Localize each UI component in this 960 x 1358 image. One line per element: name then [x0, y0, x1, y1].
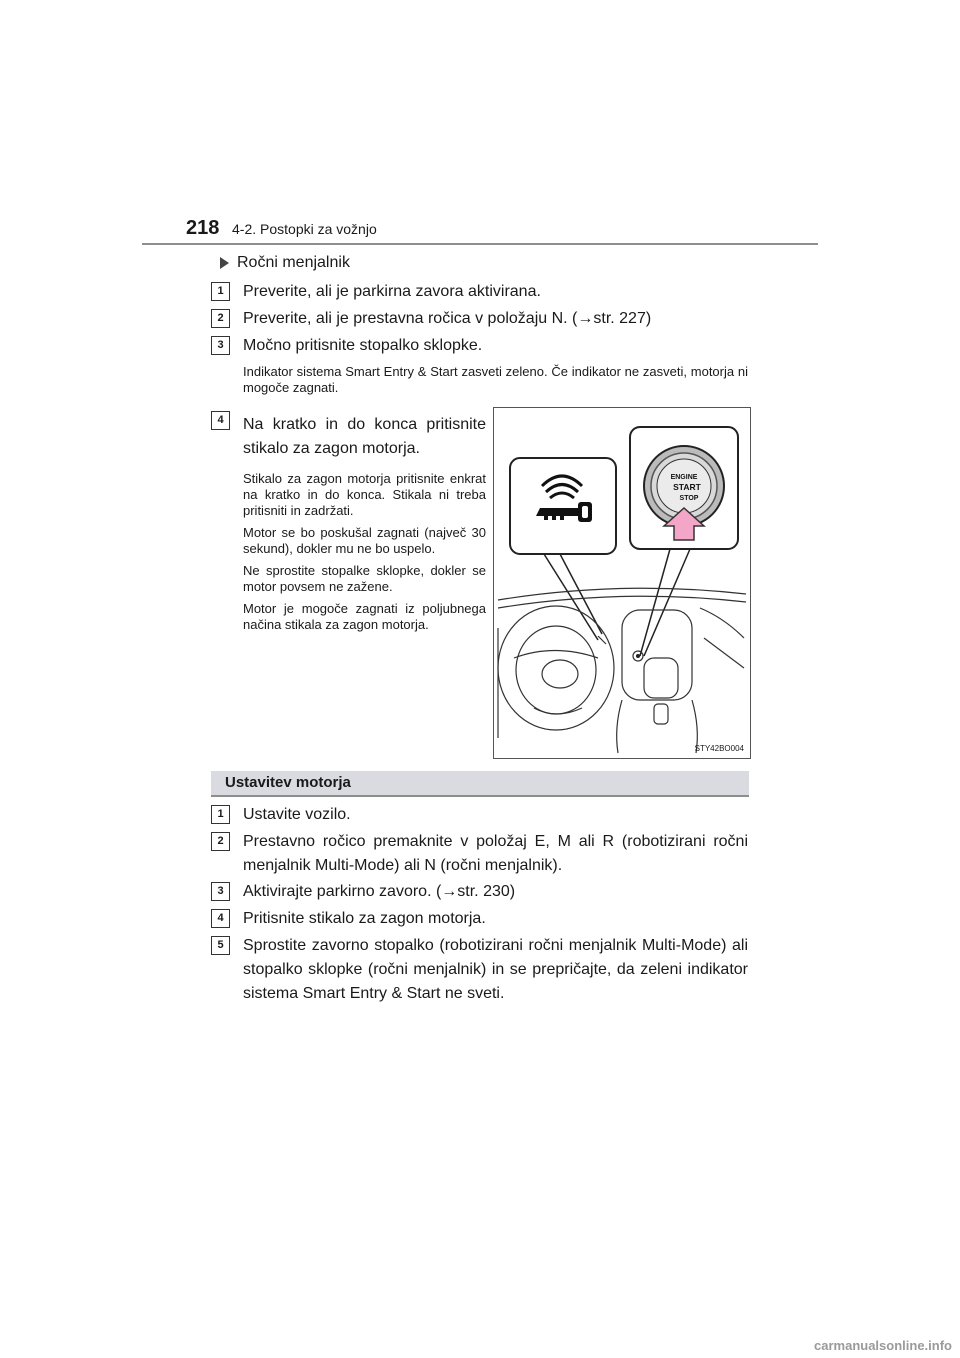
step-text: Prestavno ročico premaknite v položaj E, M ali R (robotizirani ročni menjalnik Multi-Mode) ali N (ročni menjalnik). [243, 833, 748, 874]
step-text: Pritisnite stikalo za zagon motorja. [243, 910, 486, 927]
step-note: Indikator sistema Smart Entry & Start zasveti zeleno. Če indikator ne zasveti, motorja ni mogoče zagnati. [243, 364, 748, 395]
step-number: 2 [211, 309, 230, 328]
section-heading-bar [211, 771, 749, 797]
step-text: Aktivirajte parkirno zavoro. (→str. 230) [243, 883, 516, 900]
step-number: 3 [211, 336, 230, 355]
header-rule [142, 243, 818, 245]
step-number: 1 [211, 282, 230, 301]
step-number: 4 [211, 909, 230, 928]
triangle-bullet-icon [220, 257, 229, 269]
callout-leader-lines [544, 549, 690, 656]
step-text: Preverite, ali je prestavna ročica v položaju N. (→str. 227) [243, 310, 652, 327]
step4-column [243, 413, 486, 633]
engine-start-illustration [493, 407, 751, 759]
section-heading: Ustavitev motorja [225, 774, 351, 791]
step-note: Motor se bo poskušal zagnati (največ 30 sekund), dokler mu ne bo uspelo. [243, 525, 486, 556]
step-note: Motor je mogoče zagnati iz poljubnega načina stikala za zagon motorja. [243, 601, 486, 632]
subsection-title [220, 254, 350, 272]
step-number: 1 [211, 805, 230, 824]
step-text: Močno pritisnite stopalko sklopke. [243, 337, 483, 354]
section-title: 4-2. Postopki za vožnjo [232, 221, 377, 237]
page-number: 218 [186, 217, 220, 239]
button-label-line3: STOP [679, 495, 699, 502]
start-button-location [636, 654, 640, 658]
step-number: 3 [211, 882, 230, 901]
step-number: 5 [211, 936, 230, 955]
figure-code: STY42BO004 [694, 744, 744, 753]
key-callout-box [510, 458, 616, 554]
step-note: Stikalo za zagon motorja pritisnite enkrat na kratko in do konca. Stikala ni treba pritisniti in zadržati. [243, 471, 486, 518]
dashboard-drawing [494, 408, 750, 758]
subsection-title-text: Ročni menjalnik [237, 254, 350, 271]
dashboard-outline [498, 588, 746, 753]
step-number: 4 [211, 411, 230, 430]
button-label-line1: ENGINE [670, 474, 698, 481]
watermark: carmanualsonline.info [814, 1338, 952, 1353]
button-label-line2: START [673, 482, 701, 492]
step-text: Ustavite vozilo. [243, 806, 351, 823]
step-note: Ne sprostite stopalke sklopke, dokler se motor povsem ne zažene. [243, 563, 486, 594]
step-text: Na kratko in do konca pritisnite stikalo za zagon motorja. [243, 416, 486, 457]
step-text: Preverite, ali je parkirna zavora aktivirana. [243, 283, 541, 300]
step-number: 2 [211, 832, 230, 851]
step-text: Sprostite zavorno stopalko (robotizirani ročni menjalnik Multi-Mode) ali stopalko sklopke (ročni menjalnik) in se prepričajte, da zeleni indikator sistema Smart Entry & Start ne sveti. [243, 937, 748, 1002]
